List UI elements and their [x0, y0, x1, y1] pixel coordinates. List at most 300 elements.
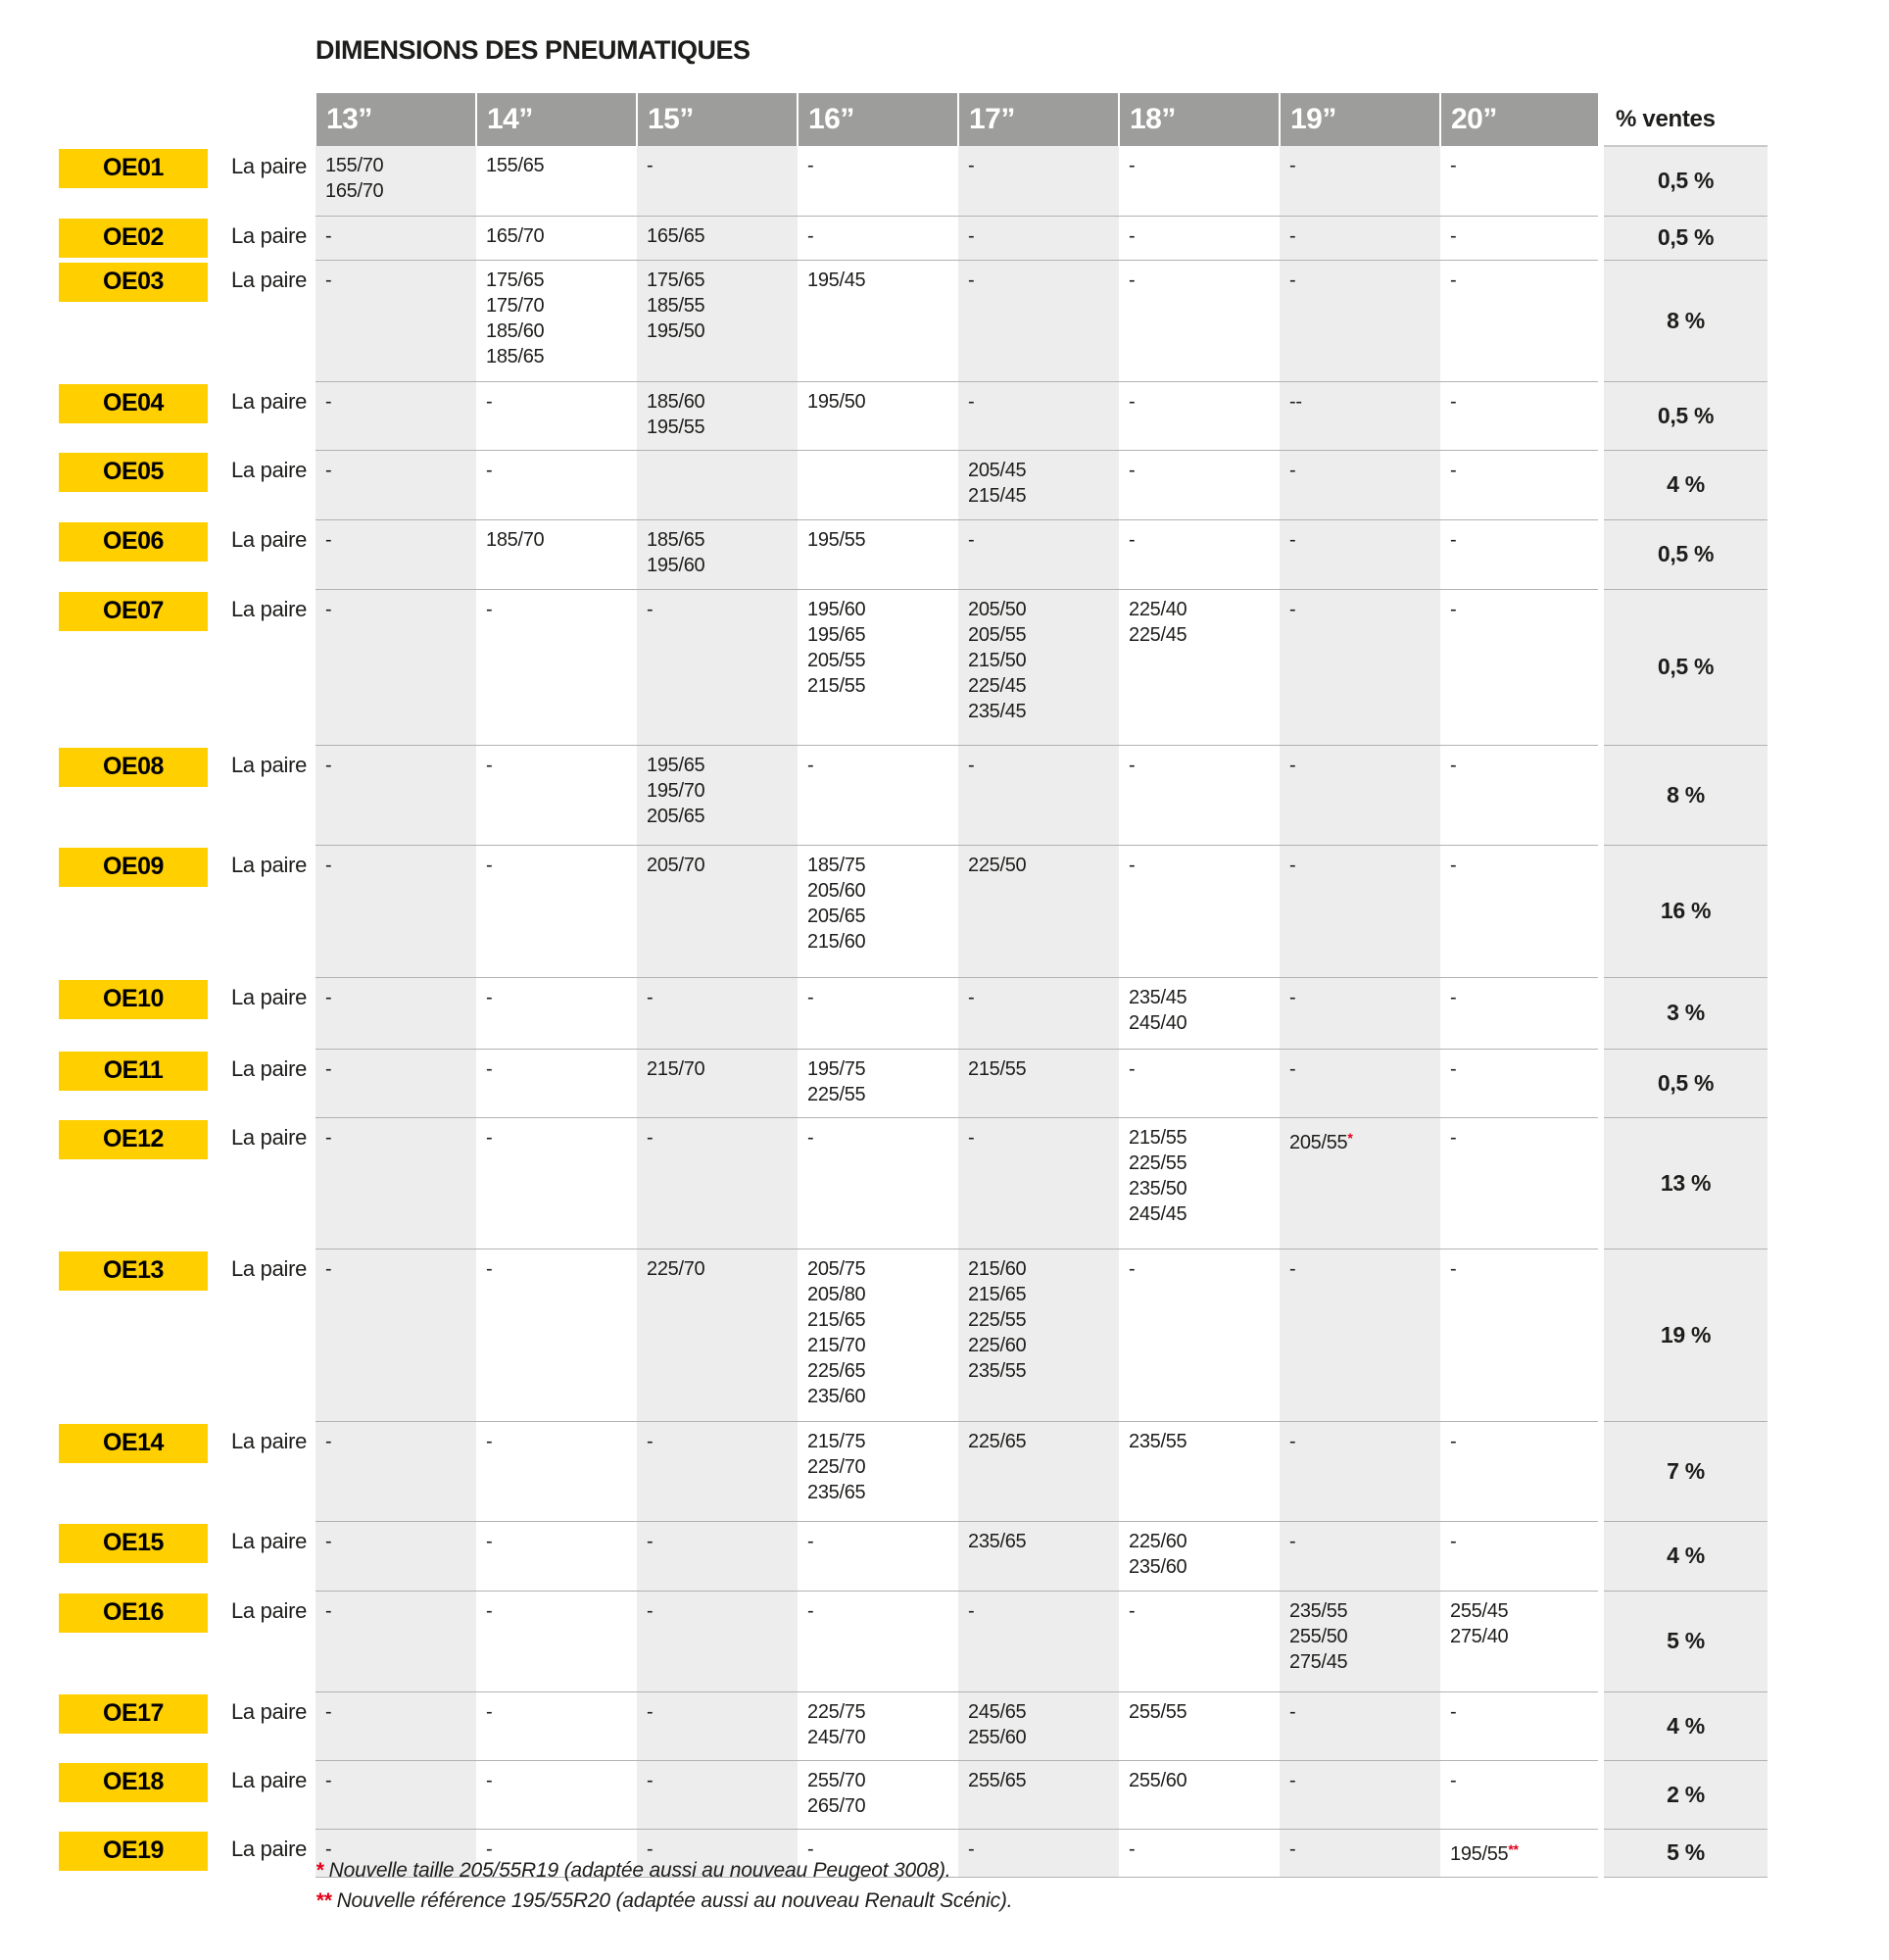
tyre-size: 205/50: [968, 598, 1027, 620]
size-cell-14in: [476, 977, 637, 1049]
size-cell-18in: [1119, 1521, 1280, 1591]
table-row: [59, 1249, 1768, 1421]
size-cell-19in: [1280, 589, 1440, 745]
table-body: [59, 146, 1768, 1877]
tyre-size: -: [325, 598, 332, 620]
tyre-size: -: [1289, 1838, 1296, 1860]
size-cell-18in: [1119, 1691, 1280, 1760]
size-cell-16in: [798, 589, 958, 745]
percent-sales-cell: 0,5 %: [1601, 146, 1768, 216]
size-cell-18in: [1119, 1421, 1280, 1521]
tyre-size: 185/60: [486, 319, 545, 342]
tyre-size: 205/60: [807, 879, 866, 902]
tyre-size: -: [486, 598, 493, 620]
size-cell-19in: [1280, 216, 1440, 260]
tyre-size: -: [1289, 155, 1296, 176]
tyre-size: -: [1450, 269, 1457, 291]
tyre-size: 225/60: [968, 1334, 1027, 1356]
tyre-size: -: [968, 1599, 975, 1622]
tyre-size: 205/55: [807, 649, 866, 671]
size-cell-17in: [958, 260, 1119, 381]
column-header-15in: 15”: [637, 93, 798, 146]
size-cell-19in: [1280, 1829, 1440, 1877]
size-cell-18in: [1119, 977, 1280, 1049]
size-cell-18in: [1119, 845, 1280, 977]
pair-label: La paire: [231, 1056, 308, 1081]
tyre-size: -: [325, 459, 332, 481]
size-cell-13in: [315, 1521, 476, 1591]
tyre-size: -: [325, 1126, 332, 1149]
row-code-badge: OE15: [59, 1524, 208, 1563]
tyre-size: 205/45: [968, 459, 1027, 481]
size-cell-20in: [1440, 1049, 1601, 1117]
tyre-size: 235/55: [1129, 1430, 1187, 1452]
tyre-size: 225/45: [1129, 623, 1187, 646]
size-cell-14in: [476, 519, 637, 589]
tyre-size: -: [1289, 986, 1296, 1008]
size-cell-16in: [798, 1249, 958, 1421]
tyre-size: 195/75: [807, 1057, 866, 1080]
column-header-14in: 14”: [476, 93, 637, 146]
footnotes: [315, 1855, 1012, 1916]
tyre-size: 235/60: [807, 1385, 866, 1407]
pair-label: La paire: [231, 1125, 308, 1150]
tyre-size: -: [1450, 1700, 1457, 1723]
size-cell-14in: [476, 745, 637, 845]
row-code-badge: OE08: [59, 748, 208, 787]
tyre-size: -: [325, 269, 332, 291]
size-cell-17in: [958, 450, 1119, 519]
tyre-size: -: [968, 390, 975, 413]
size-cell-15in: [637, 1691, 798, 1760]
size-cell-14in: [476, 1691, 637, 1760]
pair-label: La paire: [231, 1429, 308, 1453]
percent-sales-cell: 7 %: [1601, 1421, 1768, 1521]
tyre-size: -: [1129, 528, 1136, 551]
tyre-size: 235/55: [968, 1359, 1027, 1382]
size-cell-13in: [315, 519, 476, 589]
table-header: [59, 93, 1768, 146]
tyre-size: 225/60: [1129, 1530, 1187, 1552]
size-cell-15in: [637, 450, 798, 519]
size-cell-18in: [1119, 1049, 1280, 1117]
size-cell-16in: [798, 381, 958, 450]
column-header-16in: 16”: [798, 93, 958, 146]
table-row: [59, 1591, 1768, 1691]
new-size-marker: *: [1347, 1129, 1353, 1146]
tyre-size: -: [807, 1530, 814, 1552]
size-cell-13in: [315, 381, 476, 450]
size-cell-15in: [637, 260, 798, 381]
tyre-size: 225/45: [968, 674, 1027, 697]
size-cell-17in: [958, 1249, 1119, 1421]
tyre-size: 225/65: [968, 1430, 1027, 1452]
footnote-1-marker: *: [315, 1859, 323, 1882]
table-row: [59, 260, 1768, 381]
tyre-size: -: [968, 986, 975, 1008]
size-cell-19in: [1280, 519, 1440, 589]
row-code-cell: [59, 146, 216, 216]
tyre-size: 215/55: [807, 674, 866, 697]
size-cell-17in: [958, 146, 1119, 216]
row-code-cell: [59, 216, 216, 260]
tyre-size: 245/45: [1129, 1202, 1187, 1225]
tyre-size: -: [325, 1599, 332, 1622]
size-cell-17in: [958, 216, 1119, 260]
tyre-size: 215/70: [647, 1057, 705, 1080]
pair-label: La paire: [231, 1837, 308, 1861]
percent-sales-cell: 16 %: [1601, 845, 1768, 977]
pair-label: La paire: [231, 223, 308, 248]
row-code-cell: [59, 589, 216, 745]
column-header-19in: 19”: [1280, 93, 1440, 146]
tyre-size: 255/70: [807, 1769, 866, 1791]
pair-label: La paire: [231, 1699, 308, 1724]
tyre-size: 225/75: [807, 1700, 866, 1723]
tyre-size: -: [1129, 754, 1136, 776]
tyre-size: 185/65: [647, 528, 705, 551]
header-spacer-pair: [216, 93, 315, 146]
pair-label: La paire: [231, 597, 308, 621]
size-cell-13in: [315, 1049, 476, 1117]
tyre-size: -: [647, 1769, 654, 1791]
tyre-size: 195/55: [807, 528, 866, 551]
tyre-size: 195/55**: [1450, 1840, 1519, 1865]
tyre-size: 195/50: [647, 319, 705, 342]
row-code-cell: [59, 1249, 216, 1421]
tyre-size: 205/75: [807, 1257, 866, 1280]
tyre-size: 255/45: [1450, 1599, 1509, 1622]
tyre-size: -: [1450, 1057, 1457, 1080]
size-cell-16in: [798, 977, 958, 1049]
size-cell-19in: [1280, 381, 1440, 450]
size-cell-15in: [637, 745, 798, 845]
row-code-badge: OE18: [59, 1763, 208, 1802]
size-cell-19in: [1280, 1591, 1440, 1691]
tyre-size: 155/65: [486, 155, 545, 176]
row-code-badge: OE07: [59, 592, 208, 631]
tyre-size: -: [968, 224, 975, 247]
tyre-size: 195/60: [807, 598, 866, 620]
tyre-size: -: [1450, 754, 1457, 776]
tyre-size: -: [325, 390, 332, 413]
size-cell-14in: [476, 1249, 637, 1421]
footnote-1: [315, 1855, 1012, 1886]
tyre-size: 245/70: [807, 1726, 866, 1748]
row-code-cell: [59, 1691, 216, 1760]
size-cell-20in: [1440, 1591, 1601, 1691]
tyre-size: -: [647, 1430, 654, 1452]
table-row: [59, 745, 1768, 845]
tyre-size: 215/65: [807, 1308, 866, 1331]
table-row: [59, 845, 1768, 977]
tyre-size: 205/55: [968, 623, 1027, 646]
size-cell-15in: [637, 1049, 798, 1117]
tyre-size: 235/60: [1129, 1555, 1187, 1578]
tyre-size: -: [1129, 854, 1136, 876]
tyre-size: -: [325, 1430, 332, 1452]
size-cell-18in: [1119, 519, 1280, 589]
row-code-cell: [59, 260, 216, 381]
table-row: [59, 589, 1768, 745]
size-cell-14in: [476, 450, 637, 519]
tyre-size: 215/60: [968, 1257, 1027, 1280]
size-cell-18in: [1119, 450, 1280, 519]
tyre-size: 235/45: [968, 700, 1027, 722]
size-cell-20in: [1440, 381, 1601, 450]
tyre-size: -: [1450, 1126, 1457, 1149]
size-cell-13in: [315, 1249, 476, 1421]
tyre-size: -: [647, 1838, 654, 1860]
tyre-size: -: [1289, 528, 1296, 551]
size-cell-20in: [1440, 1117, 1601, 1249]
size-cell-19in: [1280, 260, 1440, 381]
row-code-badge: OE12: [59, 1120, 208, 1159]
size-cell-15in: [637, 381, 798, 450]
new-size-marker: **: [1508, 1840, 1519, 1857]
size-cell-20in: [1440, 1829, 1601, 1877]
pair-label: La paire: [231, 853, 308, 877]
tyre-size: -: [1289, 754, 1296, 776]
tyre-size: -: [325, 986, 332, 1008]
table-row: [59, 977, 1768, 1049]
tyre-size: -: [486, 459, 493, 481]
tyre-size: -: [1129, 224, 1136, 247]
size-cell-13in: [315, 216, 476, 260]
size-cell-17in: [958, 1117, 1119, 1249]
size-cell-13in: [315, 450, 476, 519]
tyre-size: 255/55: [1129, 1700, 1187, 1723]
percent-sales-cell: 8 %: [1601, 260, 1768, 381]
tyre-size: -: [486, 1838, 493, 1860]
tyre-size: -: [1289, 1257, 1296, 1280]
tyre-size: 185/75: [807, 854, 866, 876]
size-cell-17in: [958, 1760, 1119, 1829]
tyre-size: -: [486, 1257, 493, 1280]
tyre-size: -: [1450, 1530, 1457, 1552]
tyre-size: -: [1450, 1430, 1457, 1452]
size-cell-13in: [315, 1760, 476, 1829]
tyre-size: 215/60: [807, 930, 866, 953]
tyre-size: 195/65: [807, 623, 866, 646]
table-row: [59, 381, 1768, 450]
size-cell-13in: [315, 1421, 476, 1521]
size-cell-17in: [958, 589, 1119, 745]
size-cell-18in: [1119, 1591, 1280, 1691]
tyre-size: 185/70: [486, 528, 545, 551]
tyre-size: -: [1129, 1257, 1136, 1280]
tyre-size: 165/70: [325, 180, 384, 202]
column-header-13in: 13”: [315, 93, 476, 146]
tyre-size: 215/75: [807, 1430, 866, 1452]
size-cell-20in: [1440, 1421, 1601, 1521]
percent-sales-cell: 0,5 %: [1601, 1049, 1768, 1117]
tyre-size: 175/70: [486, 294, 545, 317]
size-cell-19in: [1280, 450, 1440, 519]
tyre-size: -: [1450, 224, 1457, 247]
tyre-size: -: [647, 1126, 654, 1149]
size-cell-16in: [798, 260, 958, 381]
tyre-size: 225/55: [807, 1083, 866, 1105]
size-cell-14in: [476, 260, 637, 381]
tyre-dimensions-table: [59, 93, 1768, 1878]
size-cell-15in: [637, 1249, 798, 1421]
tyre-size: 215/45: [968, 484, 1027, 507]
tyre-size: 255/60: [1129, 1769, 1187, 1791]
tyre-size: 195/65: [647, 754, 705, 776]
percent-sales-cell: 8 %: [1601, 745, 1768, 845]
tyre-size: -: [1129, 1838, 1136, 1860]
tyre-size: -: [647, 1700, 654, 1723]
tyre-size: -: [325, 1530, 332, 1552]
pair-label: La paire: [231, 458, 308, 482]
tyre-size: -: [647, 598, 654, 620]
row-code-badge: OE11: [59, 1052, 208, 1091]
size-cell-16in: [798, 1049, 958, 1117]
tyre-size: 255/50: [1289, 1625, 1348, 1647]
table-row: [59, 1421, 1768, 1521]
size-cell-19in: [1280, 1760, 1440, 1829]
footnote-1-text: Nouvelle taille 205/55R19 (adaptée aussi au nouveau Peugeot 3008).: [328, 1859, 951, 1882]
size-cell-15in: [637, 1421, 798, 1521]
size-cell-19in: [1280, 745, 1440, 845]
row-code-cell: [59, 450, 216, 519]
tyre-size: 175/65: [486, 269, 545, 291]
size-cell-19in: [1280, 1421, 1440, 1521]
row-code-cell: [59, 1117, 216, 1249]
pair-label: La paire: [231, 985, 308, 1009]
size-cell-16in: [798, 450, 958, 519]
tyre-size: 225/70: [807, 1455, 866, 1478]
size-cell-18in: [1119, 1760, 1280, 1829]
row-code-badge: OE17: [59, 1694, 208, 1734]
size-cell-14in: [476, 1591, 637, 1691]
tyre-size: 205/80: [807, 1283, 866, 1305]
table-row: [59, 450, 1768, 519]
row-code-cell: [59, 519, 216, 589]
tyre-size: -: [1289, 1769, 1296, 1791]
size-cell-17in: [958, 1521, 1119, 1591]
table-row: [59, 1760, 1768, 1829]
pair-label: La paire: [231, 527, 308, 552]
size-cell-18in: [1119, 589, 1280, 745]
row-code-badge: OE01: [59, 149, 208, 188]
tyre-size: 235/65: [807, 1481, 866, 1503]
tyre-size: -: [486, 1700, 493, 1723]
size-cell-13in: [315, 260, 476, 381]
row-code-cell: [59, 1829, 216, 1877]
size-cell-16in: [798, 1117, 958, 1249]
size-cell-19in: [1280, 146, 1440, 216]
tyre-size: -: [1129, 390, 1136, 413]
size-cell-15in: [637, 589, 798, 745]
tyre-size: -: [1129, 1599, 1136, 1622]
pair-label: La paire: [231, 1768, 308, 1792]
size-cell-15in: [637, 977, 798, 1049]
pair-label: La paire: [231, 753, 308, 777]
table-row: [59, 519, 1768, 589]
size-cell-19in: [1280, 1117, 1440, 1249]
tyre-size: 165/65: [647, 224, 705, 247]
tyre-size: 185/60: [647, 390, 705, 413]
size-cell-17in: [958, 845, 1119, 977]
tyre-size: -: [325, 754, 332, 776]
tyre-size: -: [486, 1126, 493, 1149]
tyre-size: 185/65: [486, 345, 545, 368]
size-cell-17in: [958, 381, 1119, 450]
size-cell-13in: [315, 977, 476, 1049]
percent-sales-cell: 5 %: [1601, 1829, 1768, 1877]
tyre-size: -: [647, 1599, 654, 1622]
size-cell-19in: [1280, 1691, 1440, 1760]
size-cell-20in: [1440, 589, 1601, 745]
row-code-badge: OE13: [59, 1251, 208, 1291]
tyre-size: -: [1450, 854, 1457, 876]
size-cell-16in: [798, 845, 958, 977]
row-code-cell: [59, 1521, 216, 1591]
size-cell-18in: [1119, 1117, 1280, 1249]
tyre-size: -: [647, 986, 654, 1008]
tyre-size: 215/55: [968, 1057, 1027, 1080]
percent-sales-cell: 4 %: [1601, 1691, 1768, 1760]
tyre-size: -: [1289, 459, 1296, 481]
size-cell-17in: [958, 1691, 1119, 1760]
size-cell-19in: [1280, 1521, 1440, 1591]
tyre-size: 225/55: [968, 1308, 1027, 1331]
tyre-size: -: [968, 754, 975, 776]
size-cell-20in: [1440, 1521, 1601, 1591]
size-cell-16in: [798, 519, 958, 589]
tyre-size: 265/70: [807, 1794, 866, 1817]
tyre-size: 235/65: [968, 1530, 1027, 1552]
size-cell-17in: [958, 519, 1119, 589]
tyre-size: -: [1289, 598, 1296, 620]
tyre-size: 235/55: [1289, 1599, 1348, 1622]
size-cell-18in: [1119, 260, 1280, 381]
tyre-size: -: [1289, 269, 1296, 291]
size-cell-16in: [798, 1691, 958, 1760]
tyre-size: -: [647, 1530, 654, 1552]
tyre-size: -: [647, 155, 654, 176]
size-cell-17in: [958, 1591, 1119, 1691]
size-cell-13in: [315, 1691, 476, 1760]
tyre-size: 245/65: [968, 1700, 1027, 1723]
row-code-cell: [59, 977, 216, 1049]
percent-sales-cell: 3 %: [1601, 977, 1768, 1049]
percent-sales-cell: 5 %: [1601, 1591, 1768, 1691]
size-cell-20in: [1440, 260, 1601, 381]
size-cell-20in: [1440, 1760, 1601, 1829]
size-cell-20in: [1440, 977, 1601, 1049]
tyre-size: 225/40: [1129, 598, 1187, 620]
size-cell-14in: [476, 1421, 637, 1521]
tyre-size: 195/45: [807, 269, 866, 291]
row-code-badge: OE05: [59, 453, 208, 492]
tyre-size: 225/50: [968, 854, 1027, 876]
tyre-size: -: [807, 1599, 814, 1622]
tyre-size: -: [1289, 1057, 1296, 1080]
tyre-size: 205/65: [647, 805, 705, 827]
pair-label: La paire: [231, 154, 308, 178]
size-cell-14in: [476, 1117, 637, 1249]
size-cell-15in: [637, 1117, 798, 1249]
size-cell-18in: [1119, 216, 1280, 260]
pair-label: La paire: [231, 1598, 308, 1623]
size-cell-18in: [1119, 745, 1280, 845]
tyre-size: -: [968, 155, 975, 176]
size-cell-14in: [476, 1049, 637, 1117]
table-row: [59, 1117, 1768, 1249]
